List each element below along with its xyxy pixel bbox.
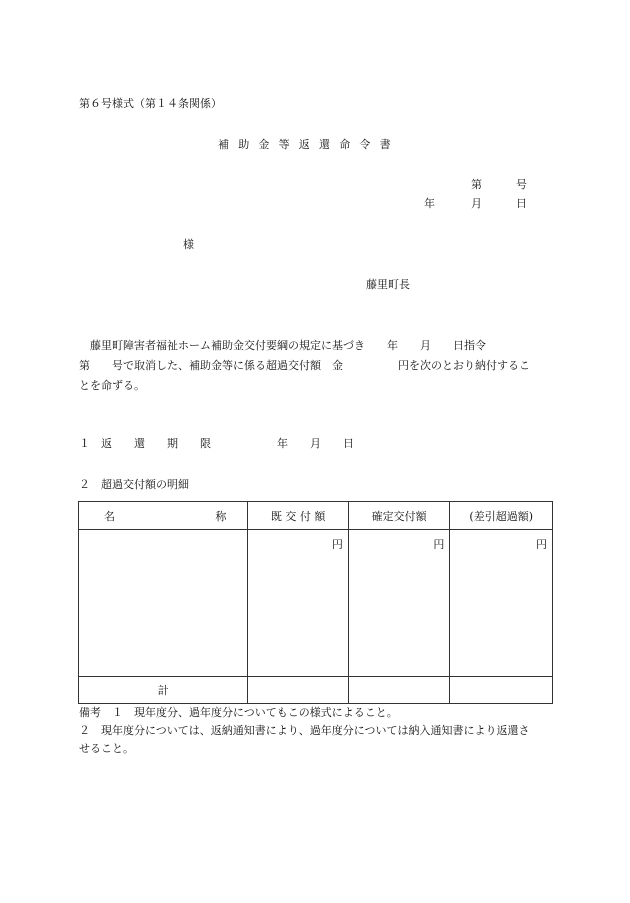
yen-unit: 円 xyxy=(536,538,547,551)
remarks xyxy=(79,704,559,758)
document-title: 補助金等返還命令書 xyxy=(218,138,400,151)
order-body-line: 藤里町障害者福祉ホーム補助金交付要綱の規定に基づき 年 月 日指令 xyxy=(79,339,486,352)
total-confirmed-grant xyxy=(348,677,450,704)
table-total-row xyxy=(79,677,553,704)
header-name-part1: 名 xyxy=(104,509,115,523)
name-cell xyxy=(79,530,248,677)
confirmed-grant-cell xyxy=(348,530,450,677)
table-row xyxy=(79,530,553,677)
remarks-line: 備考 １ 現年度分、過年度分についてもこの様式によること。 xyxy=(79,706,398,719)
yen-unit: 円 xyxy=(433,538,445,551)
form-number: 第６号様式（第１４条関係） xyxy=(79,97,222,110)
section-excess-details: ２ 超過交付額の明細 xyxy=(79,478,189,491)
total-excess-amount xyxy=(450,677,553,704)
excess-details-table xyxy=(78,501,553,704)
total-already-granted xyxy=(248,677,349,704)
document-number-suffix: 号 xyxy=(516,178,527,191)
header-already-granted: 既 交 付 額 xyxy=(248,502,349,530)
document-number-prefix: 第 xyxy=(471,178,482,191)
issuer-name: 藤里町長 xyxy=(366,278,410,291)
excess-amount-cell xyxy=(450,530,553,677)
yen-unit: 円 xyxy=(331,538,343,551)
order-body-line: 第 号で取消した、補助金等に係る超過交付額 金 円を次のとおり納付するこ xyxy=(79,359,530,372)
order-body-line: とを命ずる。 xyxy=(79,379,145,392)
issue-date-year: 年 xyxy=(424,197,435,210)
remarks-line: せること。 xyxy=(79,742,134,755)
addressee-suffix: 様 xyxy=(183,238,194,251)
issue-date-month: 月 xyxy=(471,197,482,210)
header-name-part2: 称 xyxy=(215,509,227,523)
order-body xyxy=(79,336,554,396)
table-header-row xyxy=(79,502,553,530)
header-excess-amount: (差引超過額) xyxy=(450,502,553,530)
remarks-line: ２ 現年度分については、返納通知書により、過年度分については納入通知書により返還さ xyxy=(79,724,530,737)
section-repayment-deadline: １ 返 還 期 限 年 月 日 xyxy=(79,437,354,450)
issue-date-day: 日 xyxy=(516,197,527,210)
header-name-cell xyxy=(79,502,248,530)
total-label-cell xyxy=(79,677,248,704)
total-label: 計 xyxy=(157,684,169,697)
header-confirmed-grant: 確定交付額 xyxy=(348,502,450,530)
already-granted-cell xyxy=(248,530,349,677)
